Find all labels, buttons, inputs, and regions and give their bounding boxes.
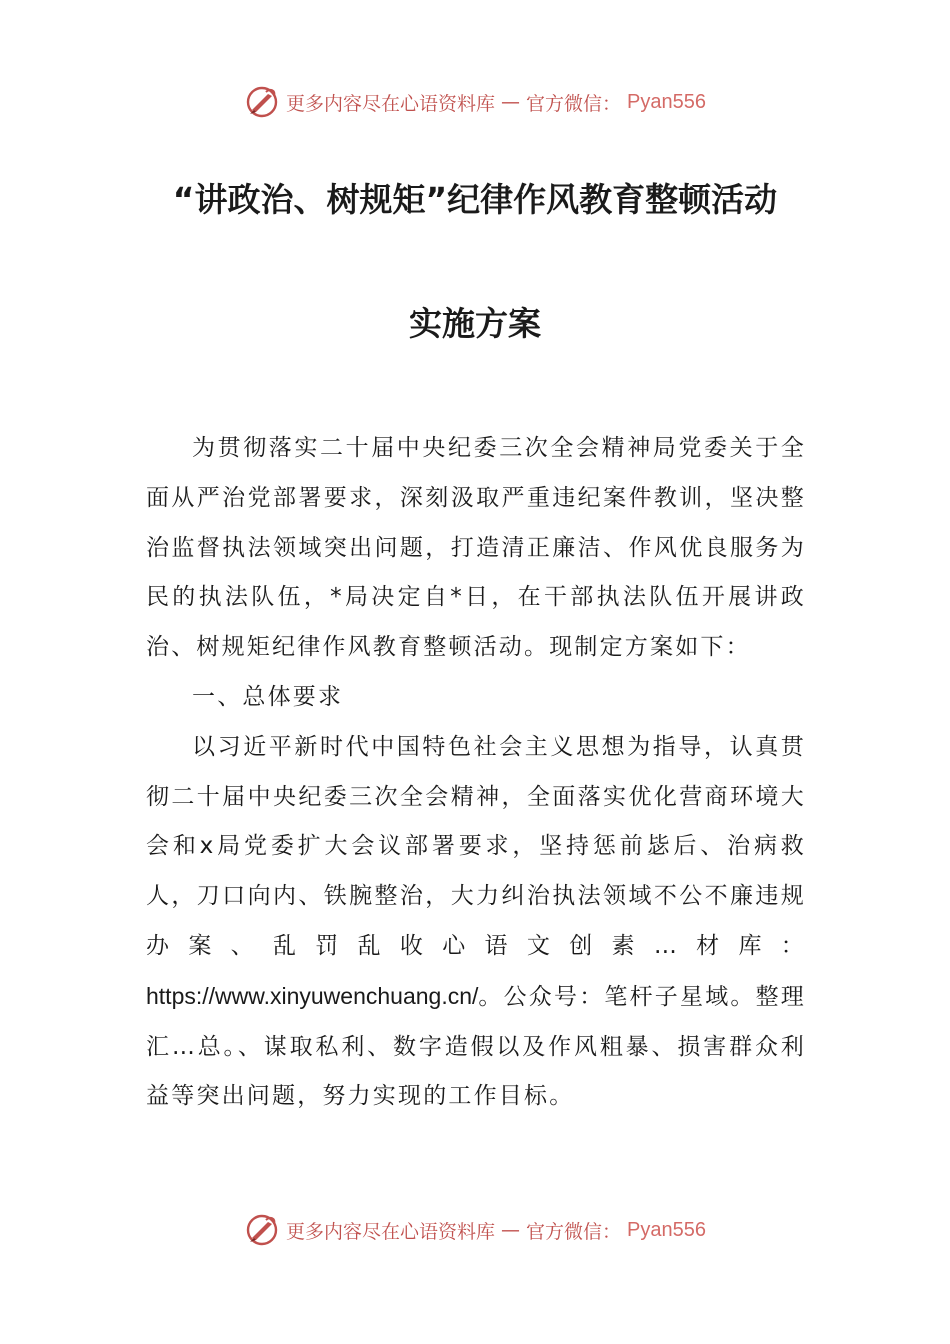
section-text-part1: 以习近平新时代中国特色社会主义思想为指导，认真贯彻二十届中央纪委三次全会精神，全面落实优化营商环境大会和x局党委扩大会议部署要求，坚持惩前毖后、治病救人，刀口向内、铁腕整治，大力纠治执法领域不公不廉违规办案、乱罚乱收心语文创素…材库： (146, 733, 806, 959)
document-body (146, 424, 806, 1122)
pen-logo-icon (244, 1212, 280, 1248)
watermark-wechat-label: 官方微信： (526, 1220, 622, 1243)
section-paragraph (146, 723, 806, 1122)
section-text-part2: 。公众号：笔杆子星域。整理汇…总。、谋取私利、数字造假以及作风粗暴、损害群众利益等突出问题，努力实现的工作目标。 (146, 983, 807, 1110)
section-heading: 一、总体要求 (192, 683, 344, 710)
watermark-wechat-id: Pyan556 (627, 1218, 706, 1241)
watermark-wechat-id: Pyan556 (627, 90, 706, 113)
watermark-text: 更多内容尽在心语资料库 (286, 92, 496, 115)
intro-paragraph: 为贯彻落实二十届中央纪委三次全会精神局党委关于全面从严治党部署要求，深刻汲取严重违纪案件教训，坚决整治监督执法领域突出问题，打造清正廉洁、作风优良服务为民的执法队伍，*局决定自*日，在干部执法队伍开展讲政治、树规矩纪律作风教育整顿活动。现制定方案如下： (146, 435, 806, 661)
document-subtitle: 实施方案 (409, 304, 541, 343)
watermark-dash: — (501, 91, 521, 113)
watermark-wechat-label: 官方微信： (526, 92, 622, 115)
document-title: “讲政治、树规矩”纪律作风教育整顿活动 (172, 180, 778, 219)
watermark-dash: — (501, 1219, 521, 1241)
watermark-footer (0, 1210, 950, 1250)
watermark-header (0, 82, 950, 122)
pen-logo-icon (244, 84, 280, 120)
website-link: https://www.xinyuwenchuang.cn/ (146, 982, 479, 1009)
watermark-text: 更多内容尽在心语资料库 (286, 1220, 496, 1243)
